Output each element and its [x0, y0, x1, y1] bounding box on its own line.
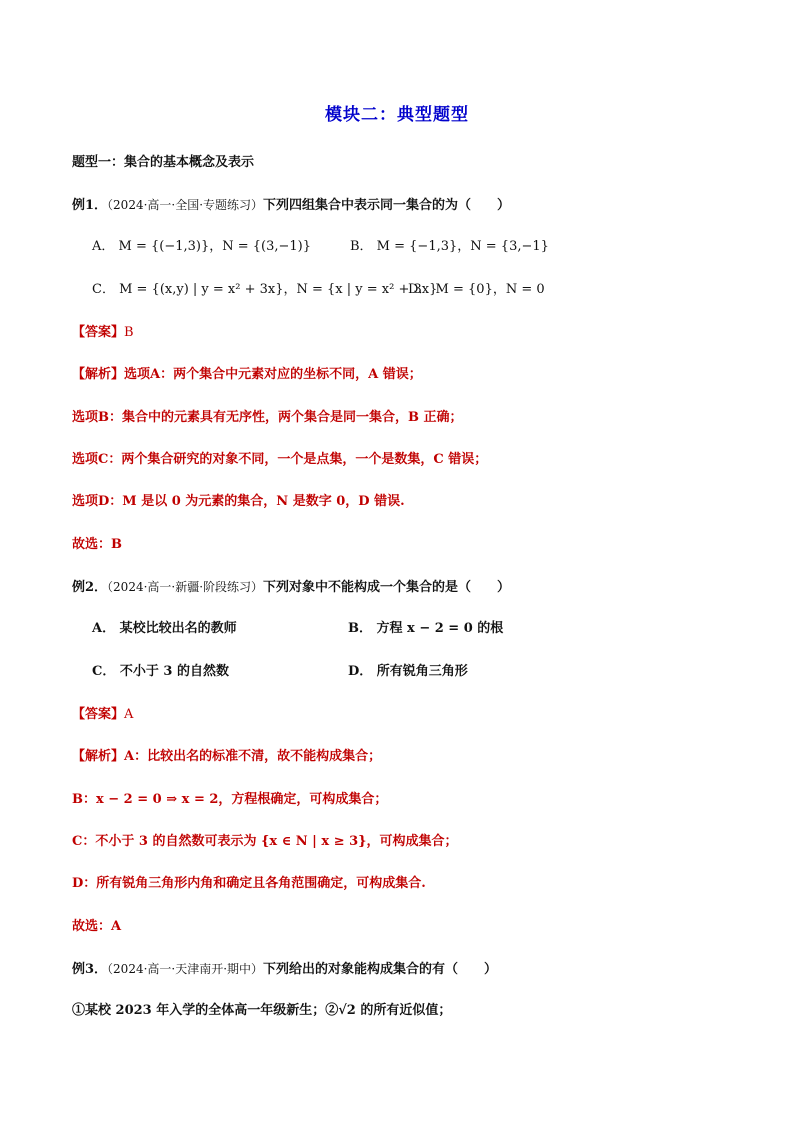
example-3-line-1: ①某校 2023 年入学的全体高一年级新生；②√2 的所有近似值；	[72, 1003, 452, 1018]
example-2-option-c: C． 不小于 3 的自然数	[92, 664, 229, 679]
example-3-label: 例3．	[72, 962, 108, 977]
example-1-analysis-2: 选项B：集合中的元素具有无序性，两个集合是同一集合，B 正确；	[72, 410, 463, 425]
example-1-analysis-tag: 【解析】	[72, 367, 125, 382]
example-1-option-c: C． M = {(x,y) | y = x² + 3x}，N = {x | y = x² + 3x}	[92, 282, 438, 297]
example-1-answer-tag: 【答案】	[72, 325, 125, 340]
section-heading: 题型一：集合的基本概念及表示	[72, 155, 255, 170]
example-1-analysis-3: 选项C：两个集合研究的对象不同，一个是点集，一个是数集，C 错误；	[72, 452, 488, 467]
example-2-stem: 下列对象中不能构成一个集合的是（ ）	[263, 580, 511, 595]
example-3-source: （2024·高一·天津南开·期中）	[107, 962, 264, 976]
example-1-analysis-4: 选项D：M 是以 0 为元素的集合，N 是数字 0，D 错误.	[72, 494, 405, 509]
example-2-option-b: B． 方程 x − 2 = 0 的根	[348, 621, 504, 636]
example-2-analysis-text-1: A：比较出名的标准不清，故不能构成集合；	[124, 749, 382, 764]
example-1-stem: 下列四组集合中表示同一集合的为（ ）	[263, 198, 511, 213]
example-2-option-a: A． 某校比较出名的教师	[92, 621, 237, 636]
example-1-analysis-1	[72, 366, 422, 384]
example-2-answer	[72, 706, 133, 724]
example-2-analysis-4: D：所有锐角三角形内角和确定且各角范围确定，可构成集合.	[72, 876, 426, 891]
example-2-answer-value: A	[124, 707, 134, 722]
example-2-analysis-3: C：不小于 3 的自然数可表示为 {x ∈ N | x ≥ 3}，可构成集合；	[72, 834, 458, 849]
example-2-label: 例2．	[72, 580, 108, 595]
example-1-final: 故选：B	[72, 537, 122, 552]
example-2-source: （2024·高一·新疆·阶段练习）	[107, 580, 264, 594]
example-1-question	[72, 196, 510, 215]
example-2-answer-tag: 【答案】	[72, 707, 125, 722]
example-3-question	[72, 960, 497, 979]
example-2-final: 故选：A	[72, 919, 122, 934]
example-1-analysis-text-1: 选项A：两个集合中元素对应的坐标不同，A 错误；	[124, 367, 422, 382]
example-1-answer	[72, 324, 134, 342]
example-1-label: 例1．	[72, 198, 108, 213]
example-1-source: （2024·高一·全国·专题练习）	[107, 198, 264, 212]
example-1-option-d: D． M = {0}，N = 0	[408, 282, 545, 297]
example-1-answer-value: B	[124, 325, 134, 340]
example-2-question	[72, 578, 510, 597]
example-1-option-b: B． M = {−1,3}，N = {3,−1}	[350, 239, 549, 254]
example-2-analysis-2: B：x − 2 = 0 ⇒ x = 2，方程根确定，可构成集合；	[72, 792, 388, 807]
example-2-analysis-1	[72, 748, 381, 766]
example-2-option-d: D． 所有锐角三角形	[348, 664, 468, 679]
page-title: 模块二：典型题型	[325, 105, 469, 125]
example-2-analysis-tag: 【解析】	[72, 749, 125, 764]
example-3-stem: 下列给出的对象能构成集合的有（ ）	[263, 962, 498, 977]
example-1-option-a: A． M = {(−1,3)}，N = {(3,−1)}	[92, 239, 312, 254]
